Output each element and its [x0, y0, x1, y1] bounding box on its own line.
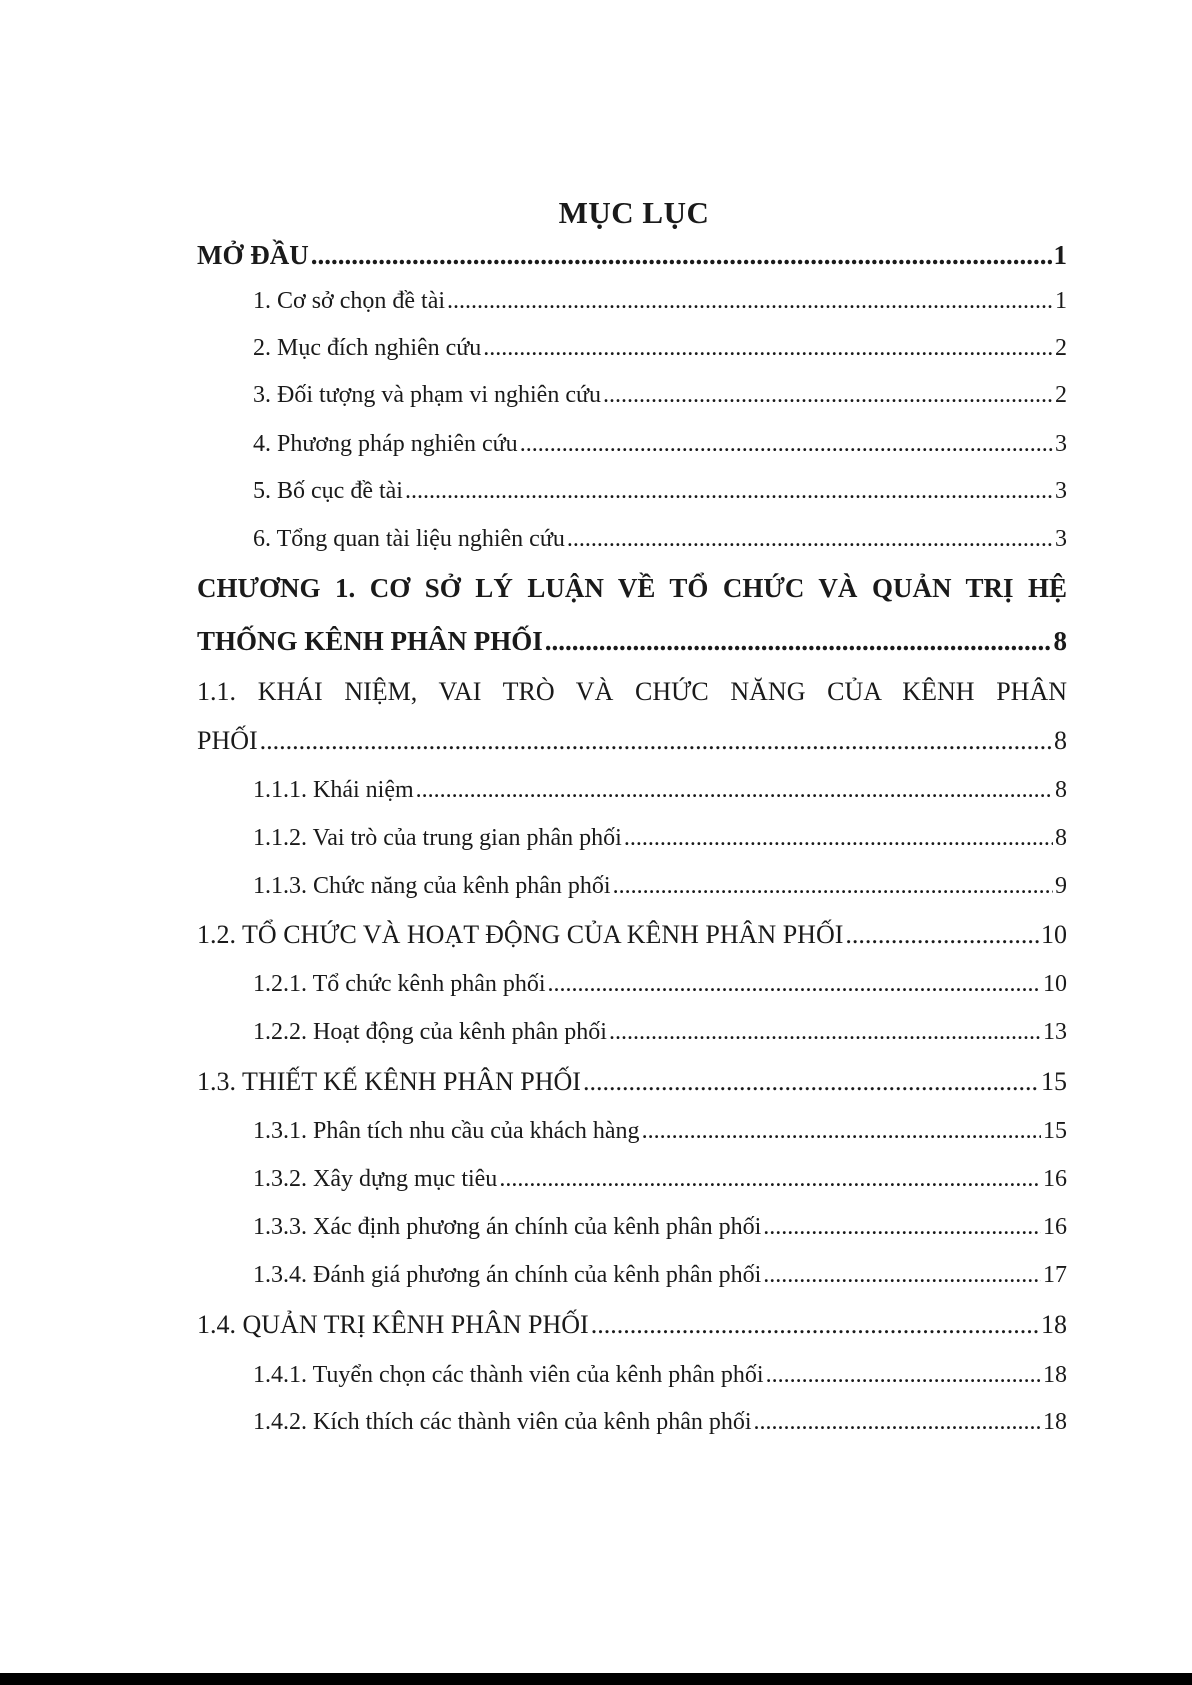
toc-entry-label: 1.2.1. Tổ chức kênh phân phối [253, 971, 546, 997]
toc-entry-5[interactable] [253, 478, 1067, 505]
dot-leader [763, 1262, 1041, 1289]
toc-entry-label: MỞ ĐẦU [197, 240, 309, 270]
bottom-edge-bar [0, 1673, 1192, 1685]
toc-entry-page: 10 [1043, 971, 1067, 997]
toc-entry-page: 13 [1043, 1019, 1067, 1045]
toc-entry-label: 2. Mục đích nghiên cứu [253, 335, 482, 361]
dot-leader [311, 240, 1052, 271]
toc-entry-page: 16 [1043, 1214, 1067, 1240]
toc-entry-label: 1.3.2. Xây dựng mục tiêu [253, 1166, 498, 1192]
dot-leader [624, 825, 1053, 852]
toc-entry-page: 10 [1041, 920, 1067, 949]
toc-entry-section-1-4[interactable] [197, 1310, 1067, 1340]
toc-entry-label: 3. Đối tượng và phạm vi nghiên cứu [253, 382, 601, 408]
toc-entry-label: 1.4.1. Tuyển chọn các thành viên của kênh phân phối [253, 1362, 764, 1388]
toc-entry-1-2-2[interactable] [253, 1019, 1067, 1046]
dot-leader [405, 478, 1053, 505]
toc-entry-1-4-1[interactable] [253, 1362, 1067, 1389]
dot-leader [483, 335, 1053, 362]
dot-leader [591, 1310, 1039, 1340]
toc-entry-1[interactable] [253, 288, 1067, 315]
toc-entry-page: 16 [1043, 1166, 1067, 1192]
toc-entry-page: 18 [1041, 1310, 1067, 1339]
dot-leader [766, 1362, 1041, 1389]
toc-entry-section-1-3[interactable] [197, 1067, 1067, 1097]
toc-entry-page: 8 [1053, 626, 1067, 656]
dot-leader [603, 382, 1053, 409]
dot-leader [613, 873, 1053, 900]
toc-entry-1-4-2[interactable] [253, 1409, 1067, 1436]
dot-leader [499, 1166, 1041, 1193]
toc-entry-label: 1.1.1. Khái niệm [253, 777, 414, 803]
toc-entry-1-3-2[interactable] [253, 1166, 1067, 1193]
toc-entry-1-3-3[interactable] [253, 1214, 1067, 1241]
toc-entry-1-3-4[interactable] [253, 1262, 1067, 1289]
toc-entry-page: 3 [1055, 478, 1067, 504]
toc-entry-label: 4. Phương pháp nghiên cứu [253, 431, 518, 457]
dot-leader [763, 1214, 1041, 1241]
toc-entry-page: 18 [1043, 1409, 1067, 1435]
toc-entry-label: 1.2.2. Hoạt động của kênh phân phối [253, 1019, 607, 1045]
dot-leader [447, 288, 1053, 315]
dot-leader [545, 626, 1052, 657]
toc-title: MỤC LỤC [558, 195, 710, 230]
toc-entry-1-1-1[interactable] [253, 777, 1067, 804]
toc-entry-mo-dau[interactable] [197, 240, 1067, 271]
dot-leader [609, 1019, 1041, 1046]
toc-entry-1-3-1[interactable] [253, 1118, 1067, 1145]
toc-entry-page: 3 [1055, 431, 1067, 457]
toc-entry-label: 1.3. THIẾT KẾ KÊNH PHÂN PHỐI [197, 1067, 581, 1096]
dot-leader [845, 920, 1039, 950]
toc-entry-label: 1.4. QUẢN TRỊ KÊNH PHÂN PHỐI [197, 1310, 589, 1339]
toc-entry-page: 9 [1055, 873, 1067, 899]
toc-entry-3[interactable] [253, 382, 1067, 409]
toc-entry-page: 8 [1055, 825, 1067, 851]
toc-entry-label: 1.3.4. Đánh giá phương án chính của kênh phân phối [253, 1262, 762, 1288]
toc-entry-label: 6. Tổng quan tài liệu nghiên cứu [253, 526, 565, 552]
toc-entry-page: 2 [1055, 382, 1067, 408]
dot-leader [416, 777, 1053, 804]
toc-entry-1-2-1[interactable] [253, 971, 1067, 998]
toc-entry-page: 2 [1055, 335, 1067, 361]
toc-entry-page: 8 [1054, 726, 1067, 755]
toc-entry-page: 15 [1043, 1118, 1067, 1144]
dot-leader [583, 1067, 1039, 1097]
dot-leader [567, 526, 1053, 553]
toc-entry-page: 18 [1043, 1362, 1067, 1388]
toc-entry-section-1-2[interactable] [197, 920, 1067, 950]
toc-section-1-1-line1[interactable]: 1.1. KHÁI NIỆM, VAI TRÒ VÀ CHỨC NĂNG CỦA KÊNH PHÂN [197, 677, 1067, 706]
toc-entry-1-1-3[interactable] [253, 873, 1067, 900]
dot-leader [754, 1409, 1041, 1436]
toc-entry-label: 1.1.2. Vai trò của trung gian phân phối [253, 825, 622, 851]
dot-leader [642, 1118, 1041, 1145]
toc-entry-6[interactable] [253, 526, 1067, 553]
toc-entry-2[interactable] [253, 335, 1067, 362]
dot-leader [520, 431, 1053, 458]
toc-entry-label: 5. Bố cục đề tài [253, 478, 403, 504]
dot-leader [548, 971, 1041, 998]
dot-leader [260, 726, 1052, 756]
toc-entry-label: 1. Cơ sở chọn đề tài [253, 288, 446, 314]
toc-entry-page: 15 [1041, 1067, 1067, 1096]
toc-entry-section-1-1[interactable] [197, 726, 1067, 756]
toc-entry-chapter-1[interactable] [197, 626, 1067, 657]
toc-entry-page: 1 [1053, 240, 1067, 270]
toc-entry-label: 1.3.3. Xác định phương án chính của kênh phân phối [253, 1214, 762, 1240]
toc-entry-page: 8 [1055, 777, 1067, 803]
toc-entry-page: 1 [1055, 288, 1067, 314]
toc-entry-page: 3 [1055, 526, 1067, 552]
toc-entry-page: 17 [1043, 1262, 1067, 1288]
toc-entry-label: THỐNG KÊNH PHÂN PHỐI [197, 626, 543, 656]
toc-entry-4[interactable] [253, 431, 1067, 458]
toc-entry-1-1-2[interactable] [253, 825, 1067, 852]
toc-entry-label: 1.3.1. Phân tích nhu cầu của khách hàng [253, 1118, 640, 1144]
toc-entry-label: 1.2. TỔ CHỨC VÀ HOẠT ĐỘNG CỦA KÊNH PHÂN PHỐI [197, 920, 844, 949]
toc-entry-label: 1.1.3. Chức năng của kênh phân phối [253, 873, 611, 899]
toc-entry-label: 1.4.2. Kích thích các thành viên của kênh phân phối [253, 1409, 752, 1435]
toc-entry-label: PHỐI [197, 726, 258, 755]
toc-chapter-1-line1[interactable]: CHƯƠNG 1. CƠ SỞ LÝ LUẬN VỀ TỔ CHỨC VÀ QUẢN TRỊ HỆ [197, 573, 1067, 603]
